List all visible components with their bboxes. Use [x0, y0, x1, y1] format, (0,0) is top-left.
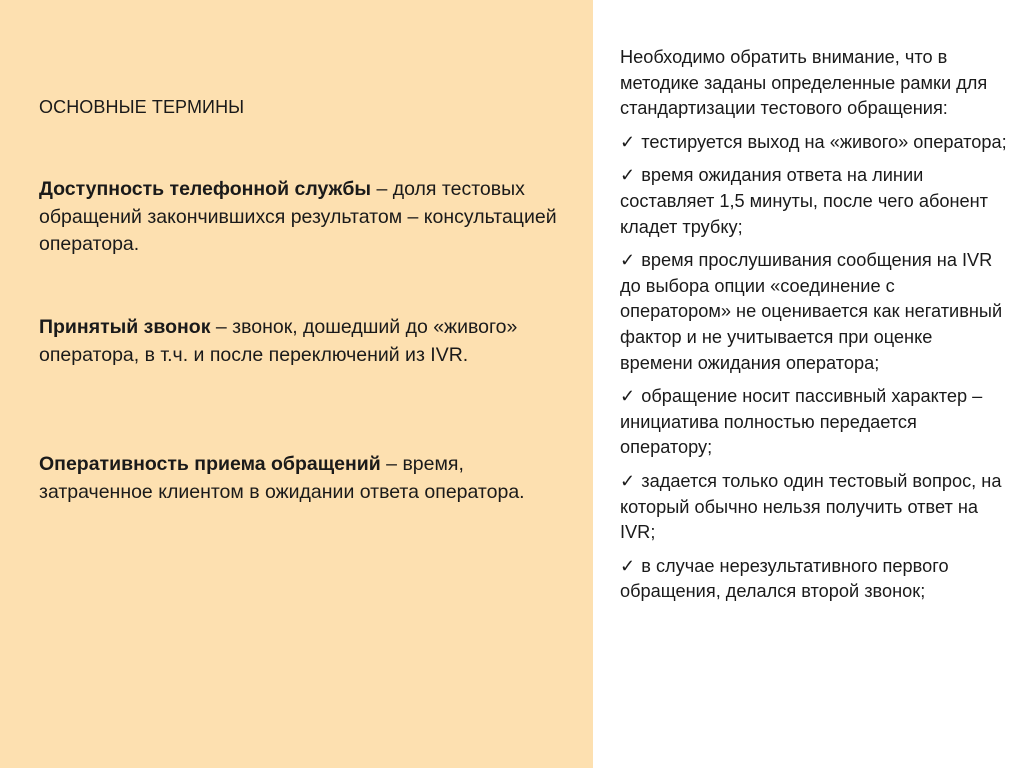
list-item-text: время ожидания ответа на линии составляет 1,5 минуты, после чего абонент кладет трубку;	[620, 165, 989, 237]
list-item	[620, 469, 1010, 546]
checkmark-icon: ✓	[620, 386, 636, 407]
term-accepted-call	[39, 314, 559, 369]
term-definition: – звонок, дошедший до «живого» оператора, в т.ч. и после переключений из IVR.	[39, 316, 518, 366]
list-item-text: в случае нерезультативного первого обращения, делался второй звонок;	[620, 555, 949, 602]
list-item	[620, 163, 1010, 240]
list-item	[620, 384, 1010, 461]
checkmark-icon: ✓	[620, 555, 636, 576]
list-item-text: тестируется выход на «живого» оператора;	[641, 131, 1007, 152]
list-item-text: задается только один тестовый вопрос, на который обычно нельзя получить ответ на IVR;	[620, 470, 1002, 543]
list-item-text: время прослушивания сообщения на IVR до выбора опции «соединение с оператором» не оценивается как негативный фактор и не учитывается при оценке времени ожидания оператора;	[620, 250, 1003, 373]
list-item	[620, 248, 1010, 376]
checkmark-icon: ✓	[620, 250, 636, 271]
section-heading: ОСНОВНЫЕ ТЕРМИНЫ	[39, 97, 245, 117]
term-responsiveness	[39, 451, 559, 506]
term-availability	[39, 176, 559, 259]
notes-block	[620, 45, 1010, 613]
term-title: Оперативность приема обращений	[39, 453, 381, 475]
term-definition: – доля тестовых обращений закончившихся результатом – консультацией оператора.	[39, 178, 557, 255]
notes-intro: Необходимо обратить внимание, что в методике заданы определенные рамки для стандартизации тестового обращения:	[620, 47, 988, 119]
checkmark-icon: ✓	[620, 131, 636, 152]
term-title: Доступность телефонной службы	[39, 178, 372, 200]
term-title: Принятый звонок	[39, 316, 211, 338]
list-item	[620, 130, 1010, 156]
checkmark-icon: ✓	[620, 470, 636, 491]
term-definition: – время, затраченное клиентом в ожидании ответа оператора.	[39, 453, 525, 503]
list-item	[620, 554, 1010, 605]
checkmark-icon: ✓	[620, 165, 636, 186]
list-item-text: обращение носит пассивный характер – инициатива полностью передается оператору;	[620, 386, 983, 458]
